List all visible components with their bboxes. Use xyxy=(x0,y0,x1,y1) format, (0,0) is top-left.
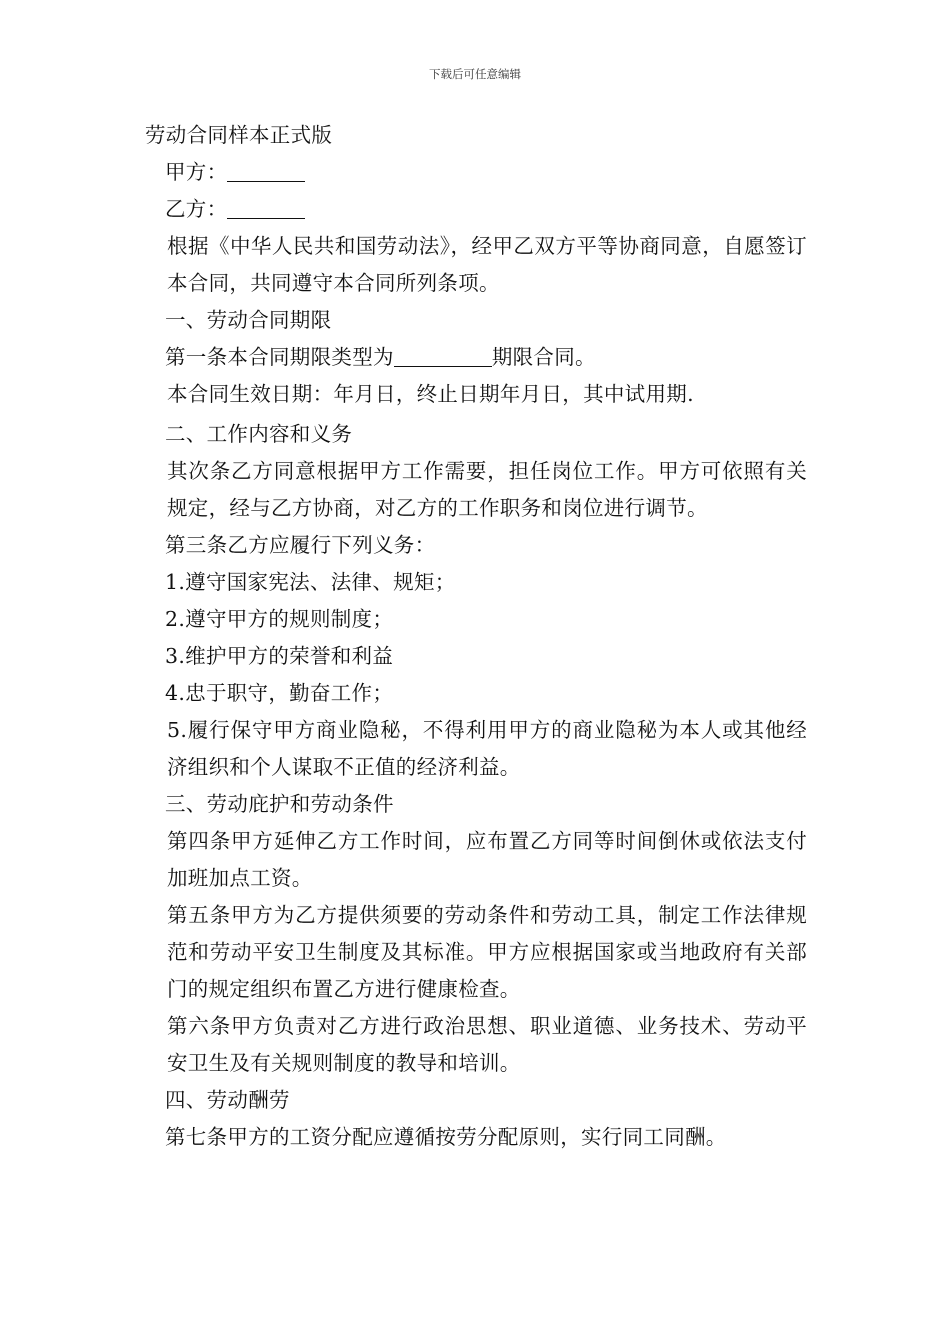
contract-type-blank xyxy=(394,346,492,368)
article-1-suffix: 期限合同。 xyxy=(491,345,596,369)
year-label: 年 xyxy=(333,382,355,406)
article-5: 第五条甲方为乙方提供须要的劳动条件和劳动工具，制定工作法律规范和劳动平安卫生制度及其标准。甲方应根据国家或当地政府有关部门的规定组织布置乙方进行健康检查。 xyxy=(167,903,807,1001)
section-heading-3: 三、劳动庇护和劳动条件 xyxy=(165,792,394,816)
article-1 xyxy=(145,339,807,376)
month-label: 月 xyxy=(520,382,542,406)
month-label: 月 xyxy=(354,382,376,406)
article-1-text: 第一条本合同期限类型为 xyxy=(165,345,394,369)
party-a-label: 甲方： xyxy=(165,160,228,184)
article-6: 第六条甲方负责对乙方进行政治思想、职业道德、业务技术、劳动平安卫生及有关规则制度的教导和培训。 xyxy=(167,1014,807,1075)
article-3: 第三条乙方应履行下列义务： xyxy=(165,533,436,557)
header-note: 下载后可任意编辑 xyxy=(429,67,521,81)
party-a-blank xyxy=(227,161,305,183)
period-mark: . xyxy=(687,382,694,406)
duty-item-2: 2.遵守甲方的规则制度； xyxy=(165,607,394,631)
article-7: 第七条甲方的工资分配应遵循按劳分配原则，实行同工同酬。 xyxy=(165,1125,727,1149)
intro-paragraph: 根据《中华人民共和国劳动法》，经甲乙双方平等协商同意，自愿签订本合同，共同遵守本合同所列条项。 xyxy=(167,234,807,295)
party-b-line xyxy=(145,191,807,228)
party-b-label: 乙方： xyxy=(165,197,228,221)
duty-item-3: 3.维护甲方的荣誉和利益 xyxy=(165,644,394,668)
document-body xyxy=(145,117,807,1156)
duty-item-5: 5.履行保守甲方商业隐秘，不得利用甲方的商业隐秘为本人或其他经济组织和个人谋取不正值的经济利益。 xyxy=(167,718,807,779)
party-b-blank xyxy=(227,198,305,220)
duty-item-4: 4.忠于职守，勤奋工作； xyxy=(165,681,394,705)
party-a-line xyxy=(145,154,807,191)
end-date-label: 日，终止日期 xyxy=(375,382,500,406)
duty-item-1: 1.遵守国家宪法、法律、规矩； xyxy=(165,570,456,594)
article-4: 第四条甲方延伸乙方工作时间，应布置乙方同等时间倒休或依法支付加班加点工资。 xyxy=(167,829,807,890)
section-heading-2: 二、工作内容和义务 xyxy=(165,422,353,446)
year-label: 年 xyxy=(499,382,521,406)
document-title: 劳动合同样本正式版 xyxy=(145,123,333,147)
effective-dates xyxy=(145,376,807,416)
effective-date-label: 本合同生效日期： xyxy=(167,382,334,406)
trial-period-label: 日，其中试用期 xyxy=(541,382,688,406)
article-2: 其次条乙方同意根据甲方工作需要，担任岗位工作。甲方可依照有关规定，经与乙方协商，对乙方的工作职务和岗位进行调节。 xyxy=(167,459,807,520)
section-heading-4: 四、劳动酬劳 xyxy=(165,1088,290,1112)
section-heading-1: 一、劳动合同期限 xyxy=(165,308,332,332)
